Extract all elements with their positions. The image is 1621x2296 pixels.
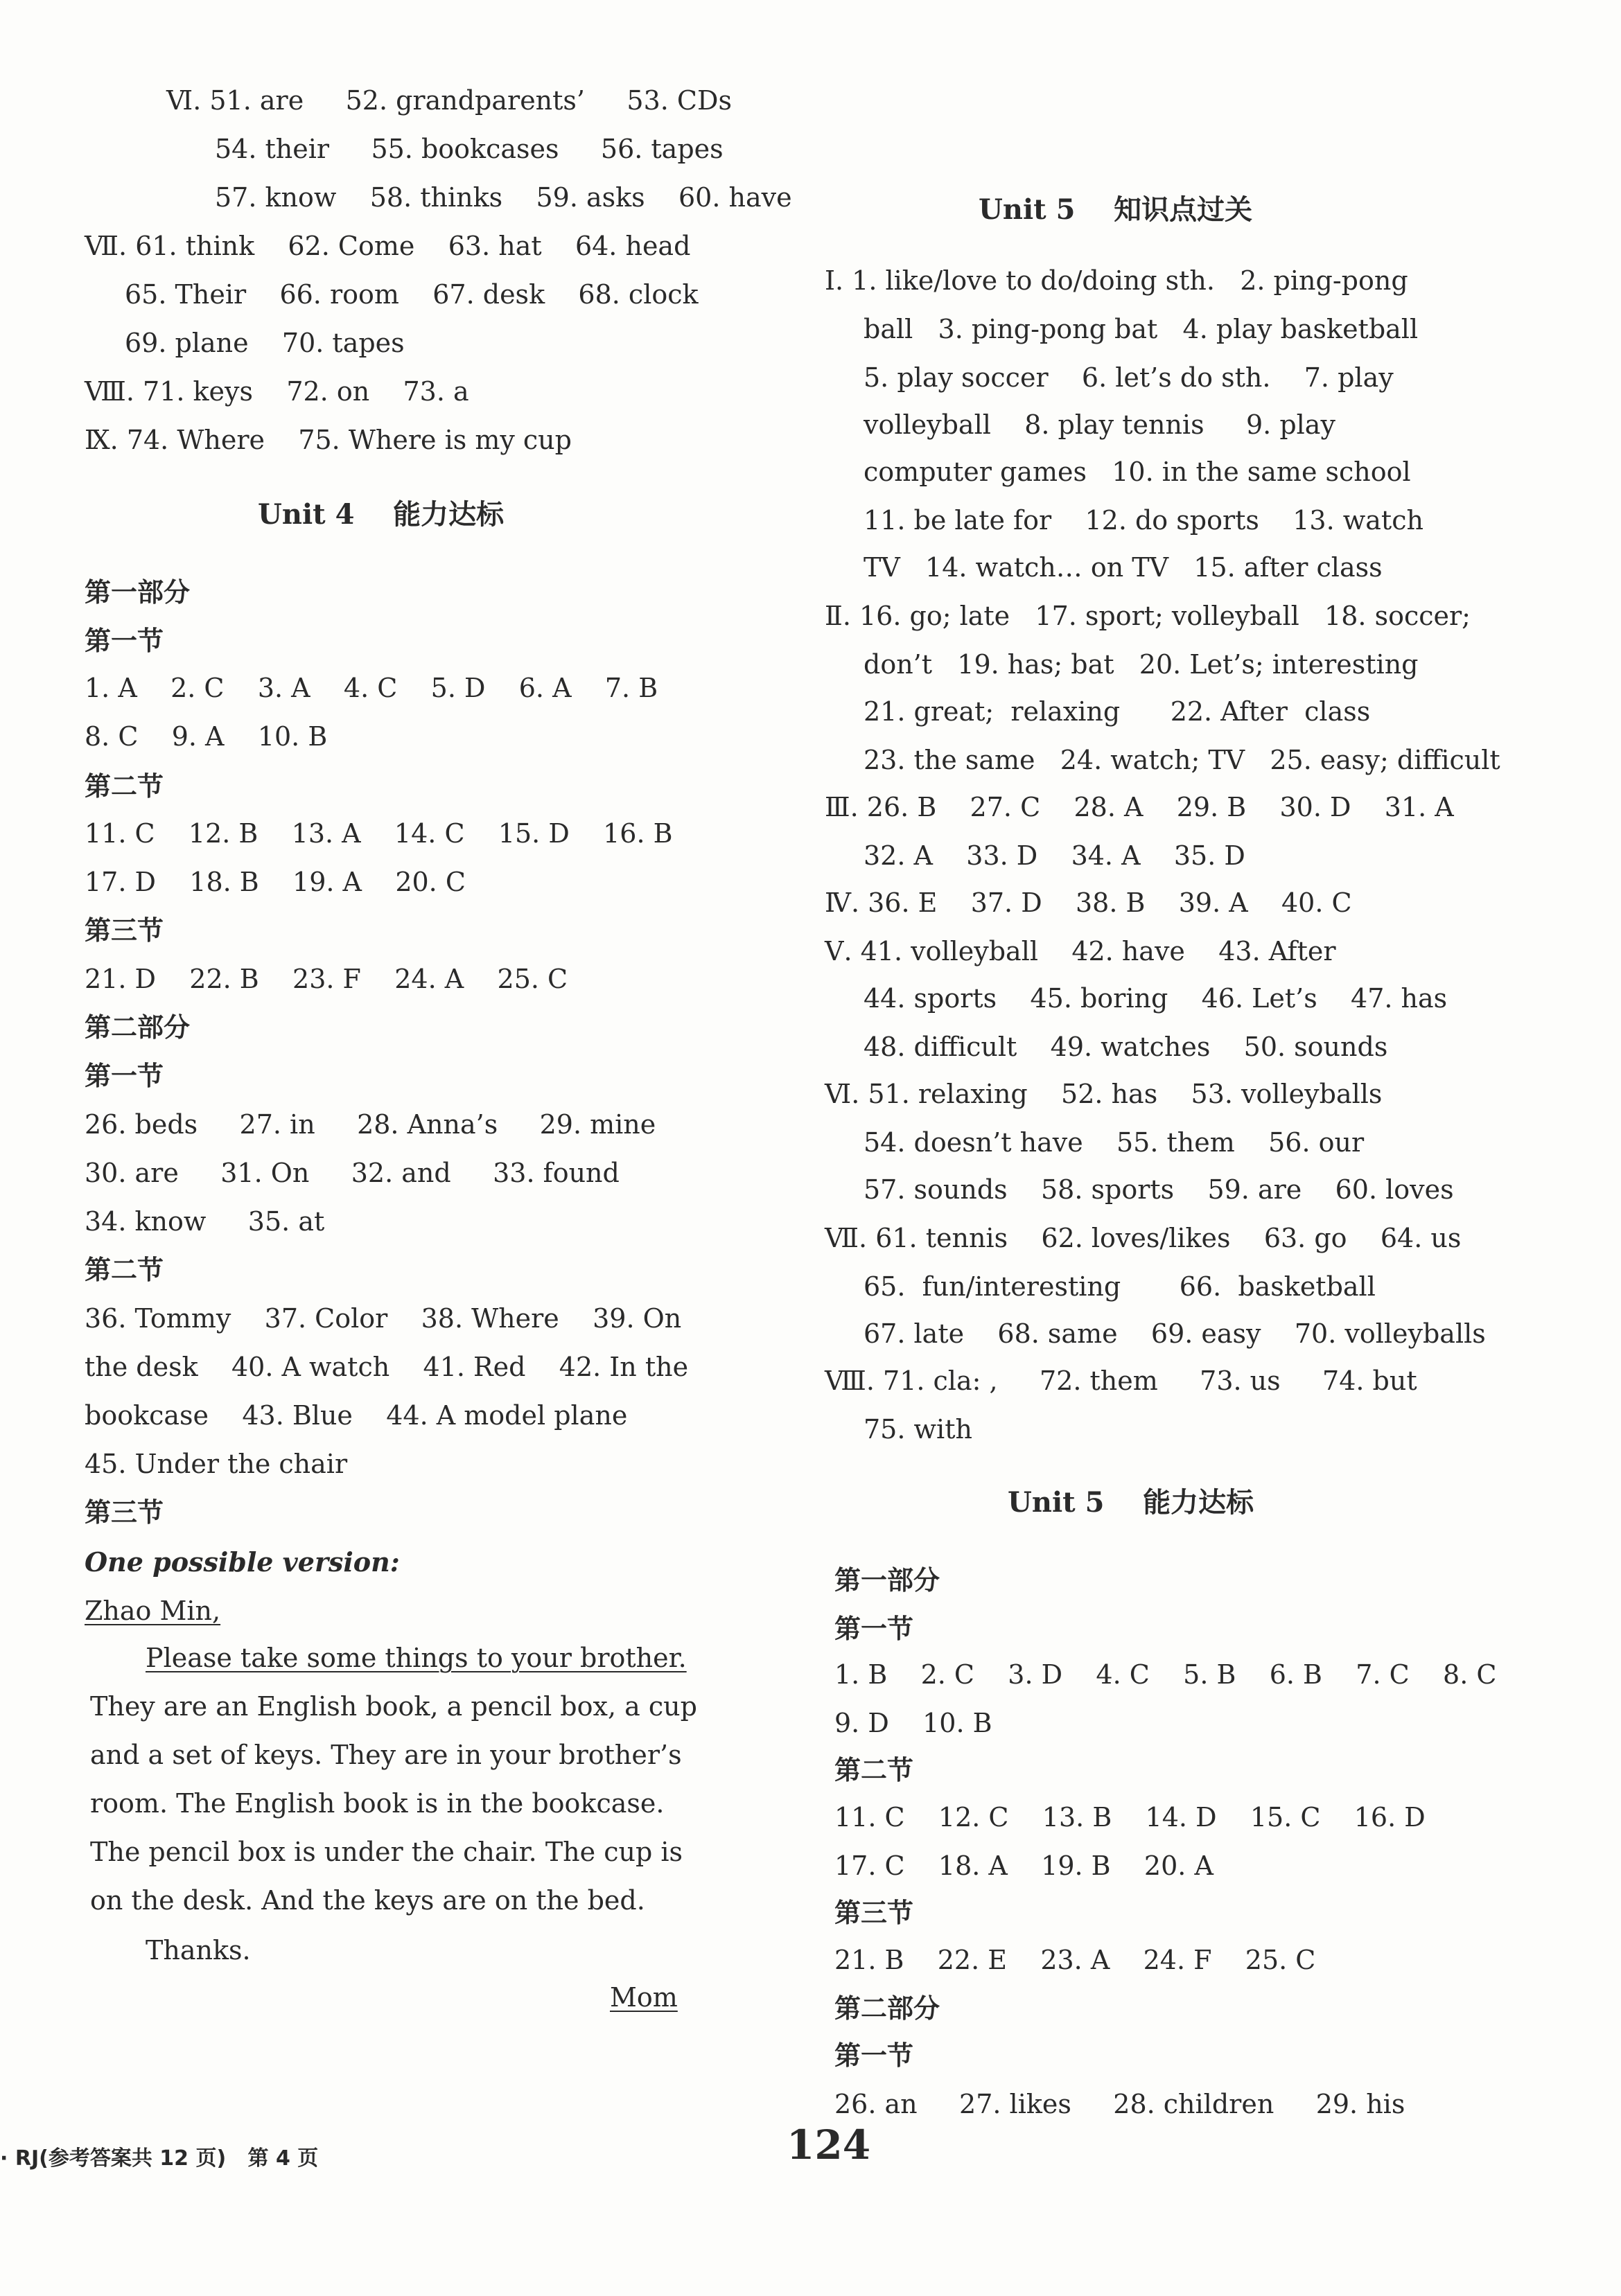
left-line: Ⅶ. 61. think 62. Come 63. hat 64. head [85, 231, 691, 261]
left-line: 45. Under the chair [85, 1449, 348, 1479]
right-line: Ⅶ. 61. tennis 62. loves/likes 63. go 64. us [825, 1223, 1462, 1253]
left-subsection-heading: 第三节 [85, 915, 164, 946]
right-line: 26. an 27. likes 28. children 29. his [834, 2089, 1405, 2119]
right-line: don’t 19. has; bat 20. Let’s; interesting [864, 649, 1419, 680]
left-line: Zhao Min, [85, 1596, 221, 1626]
right-line: 5. play soccer 6. let’s do sth. 7. play [864, 362, 1394, 393]
right-line: 11. C 12. C 13. B 14. D 15. C 16. D [834, 1802, 1426, 1833]
right-line: Ⅵ. 51. relaxing 52. has 53. volleyballs [825, 1079, 1383, 1109]
right-line: 11. be late for 12. do sports 13. watch [864, 505, 1423, 536]
left-line: Mom [610, 1982, 678, 2013]
left-line: One possible version: [85, 1546, 400, 1578]
right-line: 75. with [864, 1414, 972, 1445]
right-line: 54. doesn’t have 55. them 56. our [864, 1127, 1365, 1158]
right-line: volleyball 8. play tennis 9. play [864, 409, 1335, 440]
left-line: 57. know 58. thinks 59. asks 60. have [215, 182, 792, 213]
left-section-title: Unit 4 能力达标 [258, 498, 505, 531]
left-line: 36. Tommy 37. Color 38. Where 39. On [85, 1303, 682, 1334]
left-line: 1. A 2. C 3. A 4. C 5. D 6. A 7. B [85, 673, 658, 703]
left-line: 69. plane 70. tapes [125, 328, 405, 358]
left-line: They are an English book, a pencil box, a cup [90, 1691, 697, 1722]
right-line: 21. B 22. E 23. A 24. F 25. C [834, 1945, 1316, 1975]
right-line: ball 3. ping-pong bat 4. play basketball [864, 314, 1419, 344]
right-line: 9. D 10. B [834, 1708, 992, 1738]
right-line: 44. sports 45. boring 46. Let’s 47. has [864, 983, 1448, 1014]
left-line: Please take some things to your brother. [146, 1643, 687, 1673]
left-subsection-heading: 第三节 [85, 1497, 164, 1528]
left-subsection-heading: 第一节 [85, 626, 164, 656]
right-line: Ⅷ. 71. cla: , 72. them 73. us 74. but [825, 1366, 1417, 1396]
right-section-title: Unit 5 知识点过关 [979, 193, 1253, 226]
right-line: 23. the same 24. watch; TV 25. easy; difficult [864, 745, 1500, 775]
right-subsection-heading: 第一部分 [834, 1565, 940, 1596]
left-line: 8. C 9. A 10. B [85, 721, 328, 752]
right-line: computer games 10. in the same school [864, 457, 1411, 487]
right-line: Ⅱ. 16. go; late 17. sport; volleyball 18. soccer; [825, 601, 1471, 631]
left-line: room. The English book is in the bookcase. [90, 1788, 665, 1819]
right-line: Ⅲ. 26. B 27. C 28. A 29. B 30. D 31. A [825, 792, 1454, 822]
right-line: 48. difficult 49. watches 50. sounds [864, 1032, 1388, 1062]
right-line: 32. A 33. D 34. A 35. D [864, 840, 1245, 871]
right-line: Ⅴ. 41. volleyball 42. have 43. After [825, 936, 1336, 966]
left-line: Ⅵ. 51. are 52. grandparents’ 53. CDs [166, 85, 732, 116]
left-line: 30. are 31. On 32. and 33. found [85, 1158, 620, 1188]
left-line: 21. D 22. B 23. F 24. A 25. C [85, 964, 568, 994]
left-line: and a set of keys. They are in your brother’s [90, 1740, 682, 1770]
right-subsection-heading: 第一节 [834, 2040, 914, 2071]
left-line: Ⅷ. 71. keys 72. on 73. a [85, 376, 469, 407]
left-subsection-heading: 第二节 [85, 1255, 164, 1285]
left-subsection-heading: 第二节 [85, 771, 164, 802]
right-subsection-heading: 第一节 [834, 1614, 914, 1644]
right-line: TV 14. watch… on TV 15. after class [864, 552, 1383, 583]
page-footer: · RJ(参考答案共 12 页) 第 4 页 [0, 2146, 319, 2171]
right-subsection-heading: 第二节 [834, 1755, 914, 1785]
right-line: 65. fun/interesting 66. basketball [864, 1271, 1376, 1302]
right-line: 17. C 18. A 19. B 20. A [834, 1851, 1213, 1881]
left-line: Thanks. [146, 1935, 251, 1966]
left-subsection-heading: 第一节 [85, 1061, 164, 1091]
page-number: 124 [787, 2121, 871, 2169]
left-subsection-heading: 第一部分 [85, 577, 191, 608]
right-line: 67. late 68. same 69. easy 70. volleyballs [864, 1318, 1486, 1349]
right-subsection-heading: 第二部分 [834, 1993, 940, 2024]
left-line: 26. beds 27. in 28. Anna’s 29. mine [85, 1109, 656, 1140]
left-line: The pencil box is under the chair. The cup is [90, 1837, 683, 1867]
right-line: 57. sounds 58. sports 59. are 60. loves [864, 1174, 1454, 1205]
right-line: Ⅰ. 1. like/love to do/doing sth. 2. ping-pong [825, 265, 1408, 296]
right-line: Ⅳ. 36. E 37. D 38. B 39. A 40. C [825, 888, 1352, 918]
left-line: 17. D 18. B 19. A 20. C [85, 867, 466, 897]
left-line: on the desk. And the keys are on the bed. [90, 1885, 645, 1916]
left-line: 54. their 55. bookcases 56. tapes [215, 134, 724, 164]
left-line: Ⅸ. 74. Where 75. Where is my cup [85, 425, 572, 455]
left-line: 65. Their 66. room 67. desk 68. clock [125, 279, 699, 310]
right-section-title: Unit 5 能力达标 [1008, 1486, 1254, 1519]
right-subsection-heading: 第三节 [834, 1898, 914, 1928]
left-line: 11. C 12. B 13. A 14. C 15. D 16. B [85, 818, 673, 849]
left-line: bookcase 43. Blue 44. A model plane [85, 1400, 628, 1431]
left-line: the desk 40. A watch 41. Red 42. In the [85, 1352, 689, 1382]
left-line: 34. know 35. at [85, 1206, 325, 1237]
left-subsection-heading: 第二部分 [85, 1012, 191, 1043]
right-line: 1. B 2. C 3. D 4. C 5. B 6. B 7. C 8. C [834, 1659, 1497, 1690]
right-line: 21. great; relaxing 22. After class [864, 696, 1371, 727]
